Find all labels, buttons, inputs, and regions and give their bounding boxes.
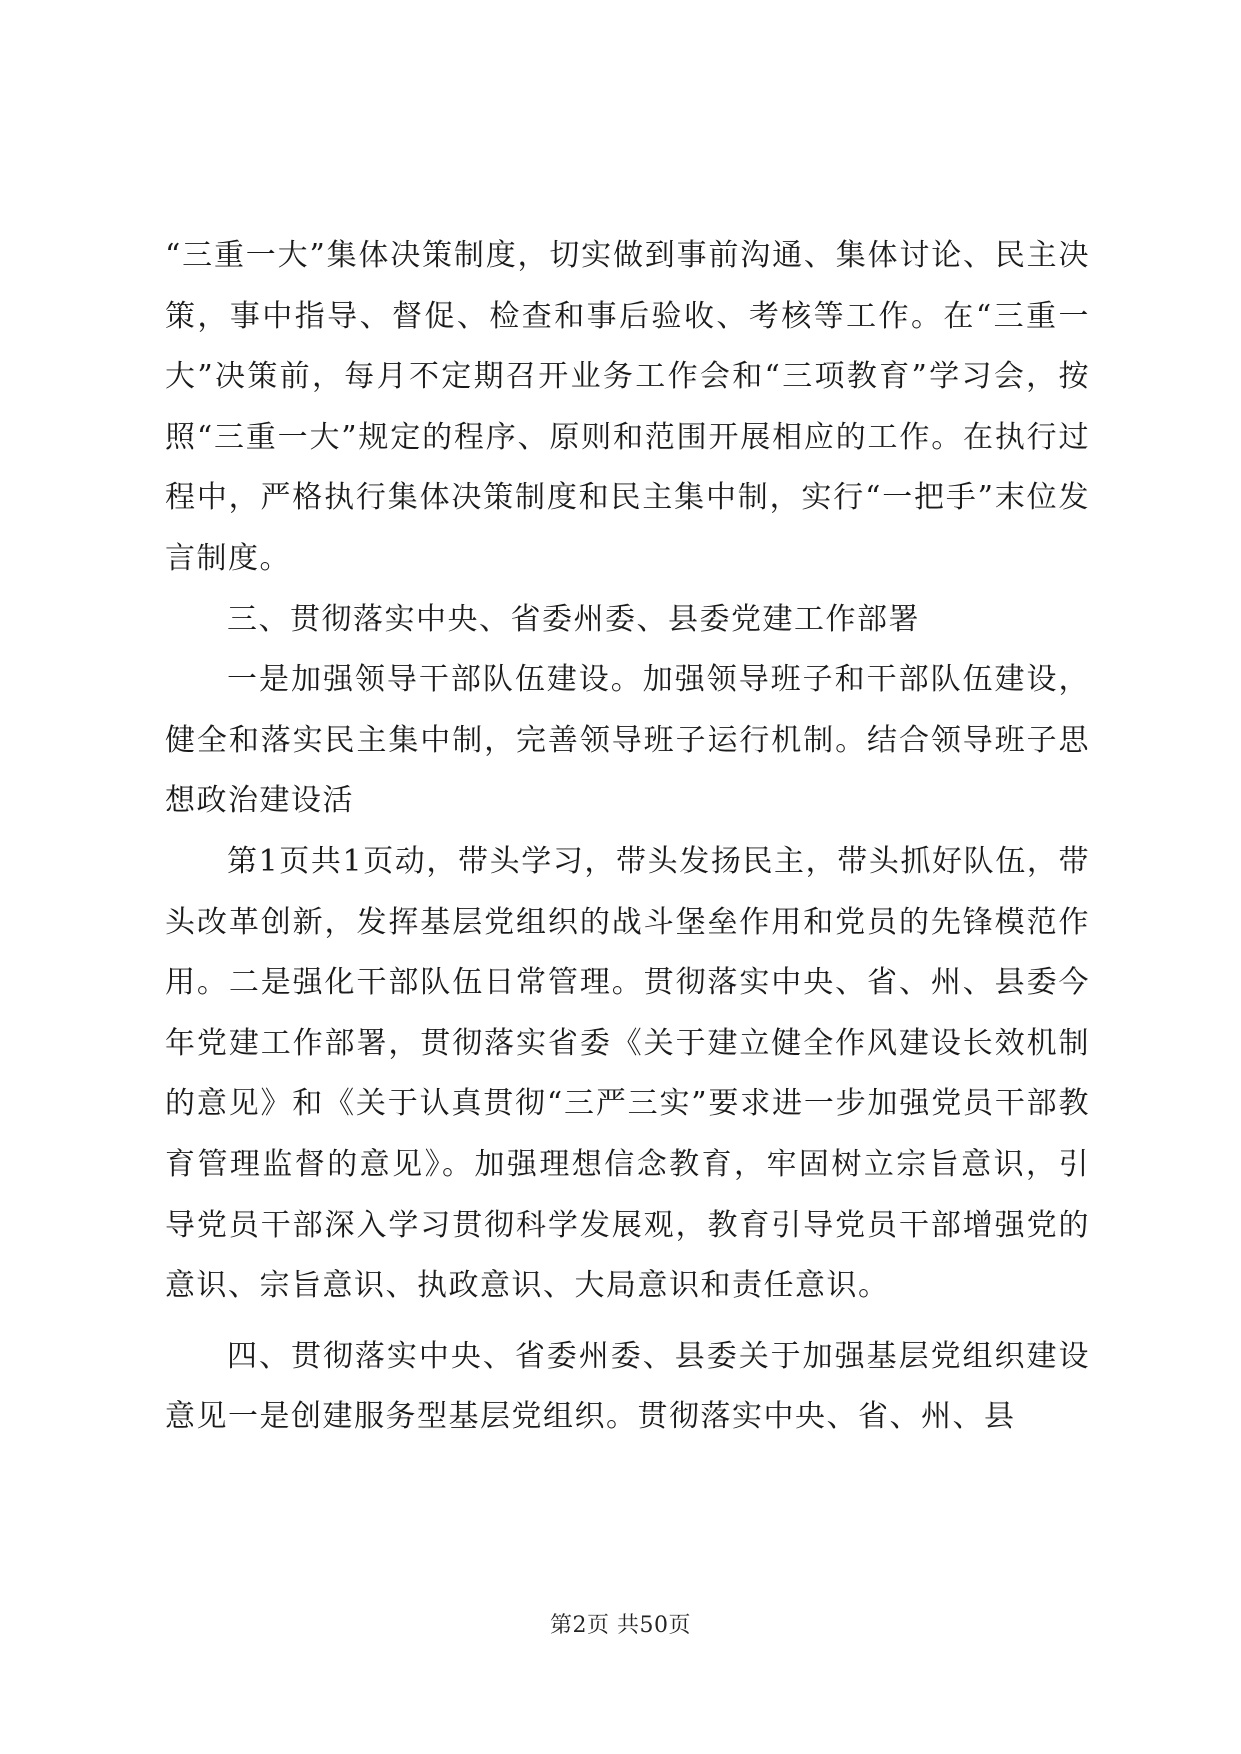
paragraph-leadership-building: 一是加强领导干部队伍建设。加强领导班子和干部队伍建设，健全和落实民主集中制，完善领导班子运行机制。结合领导班子思想政治建设活 xyxy=(165,662,1090,819)
section-heading-four: 四、贯彻落实中央、省委州委、县委关于加强基层党组织建设意见一是创建服务型基层党组织。贯彻落实中央、省、州、县 xyxy=(165,1338,1090,1435)
section-heading-three: 三、贯彻落实中央、省委州委、县委党建工作部署 xyxy=(227,601,920,637)
paragraph-decision-system: “三重一大”集体决策制度，切实做到事前沟通、集体讨论、民主决策，事中指导、督促、检查和事后验收、考核等工作。在“三重一大”决策前，每月不定期召开业务工作会和“三项教育”学习会，按照“三重一大”规定的程序、原则和范围开展相应的工作。在执行过程中，严格执行集体决策制度和民主集中制，实行“一把手”末位发言制度。 xyxy=(165,238,1090,576)
document-body xyxy=(165,226,1090,1448)
page-number-footer: 第2页 共50页 xyxy=(550,1613,691,1638)
paragraph-cadre-management: 第1页共1页动，带头学习，带头发扬民主，带头抓好队伍，带头改革创新，发挥基层党组织的战斗堡垒作用和党员的先锋模范作用。二是强化干部队伍日常管理。贯彻落实中央、省、州、县委今年党建工作部署，贯彻落实省委《关于建立健全作风建设长效机制的意见》和《关于认真贯彻“三严三实”要求进一步加强党员干部教育管理监督的意见》。加强理想信念教育，牢固树立宗旨意识，引导党员干部深入学习贯彻科学发展观，教育引导党员干部增强党的意识、宗旨意识、执政意识、大局意识和责任意识。 xyxy=(165,843,1090,1304)
